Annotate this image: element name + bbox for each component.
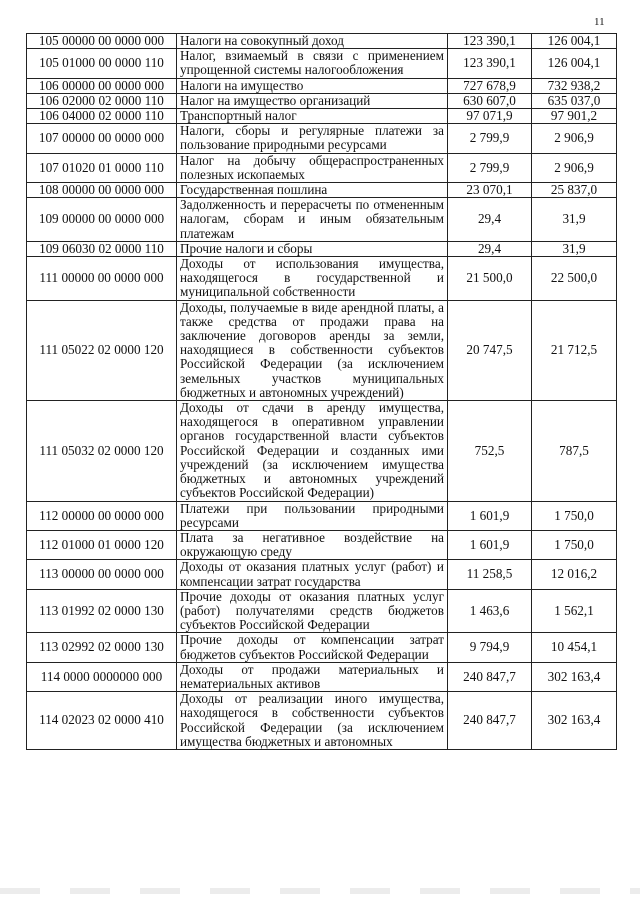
code-cell: 106 02000 02 0000 110 [27,93,177,108]
value-2021-cell: 2 799,9 [448,124,532,153]
code-cell: 114 02023 02 0000 410 [27,692,177,750]
value-2021-cell: 2 799,9 [448,153,532,182]
value-2022-cell: 1 750,0 [532,530,617,559]
value-2022-cell: 302 163,4 [532,692,617,750]
value-2021-cell: 123 390,1 [448,49,532,78]
name-cell: Доходы, получаемые в виде арендной платы, а также средства от продажи права на заключение договоров аренды за земли, находящиеся в собственности субъектов Российской Федерации (за исключением земельных участков муниципальных бюджетных и автономных учреждений) [177,300,448,400]
value-2022-cell: 10 454,1 [532,633,617,662]
value-2022-cell: 126 004,1 [532,34,617,49]
name-cell: Доходы от использования имущества, находящегося в государственной и муниципальной собственности [177,257,448,301]
code-cell: 111 00000 00 0000 000 [27,257,177,301]
table-row [27,300,617,400]
code-cell: 114 0000 0000000 000 [27,662,177,691]
name-cell: Доходы от продажи материальных и нематериальных активов [177,662,448,691]
table-row [27,124,617,153]
value-2022-cell: 97 901,2 [532,109,617,124]
value-2022-cell: 2 906,9 [532,153,617,182]
value-2022-cell: 302 163,4 [532,662,617,691]
value-2021-cell: 97 071,9 [448,109,532,124]
name-cell: Задолженность и перерасчеты по отмененным налогам, сборам и иным обязательным платежам [177,198,448,242]
name-cell: Налог, взимаемый в связи с применением упрощенной системы налогообложения [177,49,448,78]
table-row [27,530,617,559]
name-cell: Плата за негативное воздействие на окружающую среду [177,530,448,559]
value-2021-cell: 21 500,0 [448,257,532,301]
name-cell: Доходы от оказания платных услуг (работ) и компенсации затрат государства [177,560,448,589]
code-cell: 107 01020 01 0000 110 [27,153,177,182]
value-2022-cell: 732 938,2 [532,78,617,93]
name-cell: Платежи при пользовании природными ресурсами [177,501,448,530]
value-2022-cell: 787,5 [532,401,617,501]
code-cell: 108 00000 00 0000 000 [27,183,177,198]
revenue-table-body [27,34,617,750]
name-cell: Прочие доходы от оказания платных услуг (работ) получателями средств бюджетов субъектов Российской Федерации [177,589,448,633]
table-row [27,153,617,182]
code-cell: 113 01992 02 0000 130 [27,589,177,633]
name-cell: Налоги на имущество [177,78,448,93]
page-number: 11 [594,16,605,28]
table-row [27,183,617,198]
code-cell: 109 06030 02 0000 110 [27,241,177,256]
table-row [27,78,617,93]
value-2021-cell: 11 258,5 [448,560,532,589]
code-cell: 105 00000 00 0000 000 [27,34,177,49]
code-cell: 109 00000 00 0000 000 [27,198,177,242]
name-cell: Налоги, сборы и регулярные платежи за пользование природными ресурсами [177,124,448,153]
name-cell: Прочие налоги и сборы [177,241,448,256]
name-cell: Налог на имущество организаций [177,93,448,108]
code-cell: 107 00000 00 0000 000 [27,124,177,153]
value-2021-cell: 123 390,1 [448,34,532,49]
table-row [27,589,617,633]
table-row [27,401,617,501]
value-2021-cell: 240 847,7 [448,692,532,750]
value-2021-cell: 1 463,6 [448,589,532,633]
name-cell: Налоги на совокупный доход [177,34,448,49]
revenue-table [26,33,617,750]
value-2021-cell: 29,4 [448,241,532,256]
code-cell: 111 05032 02 0000 120 [27,401,177,501]
name-cell: Доходы от реализации иного имущества, находящегося в собственности субъектов Российской Федерации (за исключением имущества бюджетных и автономных [177,692,448,750]
value-2021-cell: 630 607,0 [448,93,532,108]
table-row [27,109,617,124]
code-cell: 113 00000 00 0000 000 [27,560,177,589]
code-cell: 106 04000 02 0000 110 [27,109,177,124]
value-2022-cell: 1 750,0 [532,501,617,530]
value-2021-cell: 20 747,5 [448,300,532,400]
name-cell: Доходы от сдачи в аренду имущества, находящегося в оперативном управлении органов государственной власти субъектов Российской Федерации и созданных ими учреждений (за исключением имущества бюджетных и автономных учреждений субъектов Российской Федерации) [177,401,448,501]
table-row [27,662,617,691]
value-2021-cell: 240 847,7 [448,662,532,691]
table-row [27,560,617,589]
value-2022-cell: 31,9 [532,241,617,256]
table-row [27,49,617,78]
value-2021-cell: 23 070,1 [448,183,532,198]
table-row [27,198,617,242]
value-2022-cell: 25 837,0 [532,183,617,198]
value-2022-cell: 635 037,0 [532,93,617,108]
name-cell: Прочие доходы от компенсации затрат бюджетов субъектов Российской Федерации [177,633,448,662]
code-cell: 112 00000 00 0000 000 [27,501,177,530]
table-row [27,692,617,750]
code-cell: 106 00000 00 0000 000 [27,78,177,93]
value-2021-cell: 1 601,9 [448,501,532,530]
value-2022-cell: 1 562,1 [532,589,617,633]
value-2021-cell: 9 794,9 [448,633,532,662]
value-2022-cell: 22 500,0 [532,257,617,301]
name-cell: Государственная пошлина [177,183,448,198]
code-cell: 112 01000 01 0000 120 [27,530,177,559]
table-row [27,501,617,530]
value-2022-cell: 2 906,9 [532,124,617,153]
value-2021-cell: 1 601,9 [448,530,532,559]
table-row [27,633,617,662]
value-2021-cell: 752,5 [448,401,532,501]
name-cell: Транспортный налог [177,109,448,124]
code-cell: 113 02992 02 0000 130 [27,633,177,662]
table-row [27,257,617,301]
table-row [27,241,617,256]
value-2022-cell: 12 016,2 [532,560,617,589]
value-2022-cell: 126 004,1 [532,49,617,78]
code-cell: 111 05022 02 0000 120 [27,300,177,400]
table-row [27,93,617,108]
value-2021-cell: 727 678,9 [448,78,532,93]
value-2021-cell: 29,4 [448,198,532,242]
table-row [27,34,617,49]
value-2022-cell: 21 712,5 [532,300,617,400]
scan-artifact-strip [0,888,640,894]
name-cell: Налог на добычу общераспространенных полезных ископаемых [177,153,448,182]
value-2022-cell: 31,9 [532,198,617,242]
code-cell: 105 01000 00 0000 110 [27,49,177,78]
